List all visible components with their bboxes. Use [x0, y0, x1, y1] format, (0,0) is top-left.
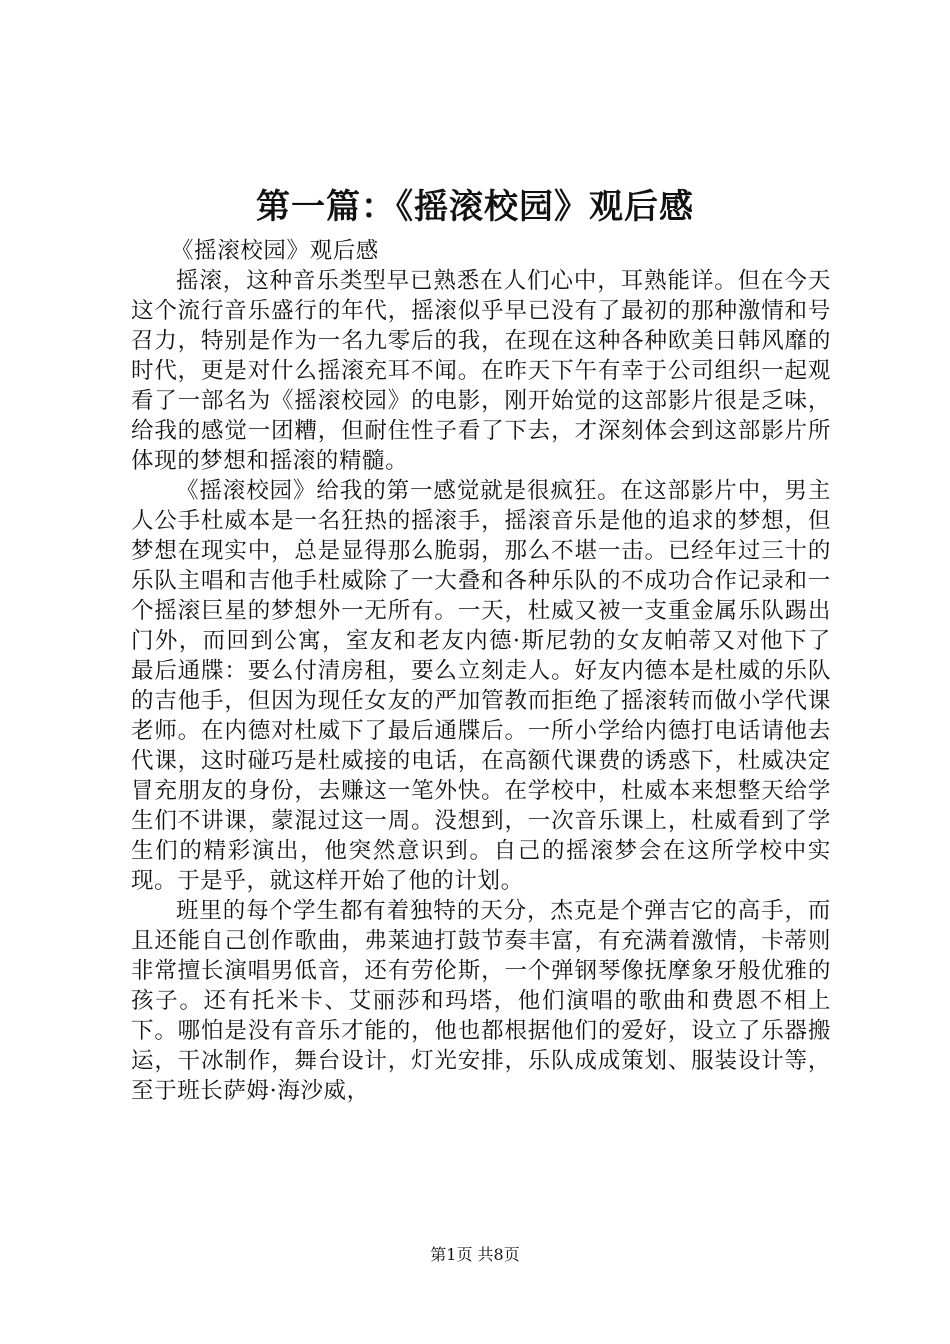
document-subtitle: 《摇滚校园》观后感	[171, 238, 379, 264]
paragraph-2: 《摇滚校园》给我的第一感觉就是很疯狂。在这部影片中，男主人公手杜威本是一名狂热的摇滚手，摇滚音乐是他的追求的梦想，但梦想在现实中，总是显得那么脆弱，那么不堪一击。已经年过三十的乐队主唱和吉他手杜威除了一大叠和各种乐队的不成功合作记录和一个摇滚巨星的梦想外一无所有。一天，杜威又被一支重金属乐队踢出门外，而回到公寓，室友和老友内德·斯尼勃的女友帕蒂又对他下了最后通牒：要么付清房租，要么立刻走人。好友内德本是杜威的乐队的吉他手，但因为现任女友的严加管教而拒绝了摇滚转而做小学代课老师。在内德对杜威下了最后通牒后。一所小学给内德打电话请他去代课，这时碰巧是杜威接的电话，在高额代课费的诱惑下，杜威决定冒充朋友的身份，去赚这一笔外快。在学校中，杜威本来想整天给学生们不讲课，蒙混过这一周。没想到，一次音乐课上，杜威看到了学生们的精彩演出，他突然意识到。自己的摇滚梦会在这所学校中实现。于是乎，就这样开始了他的计划。	[131, 478, 831, 894]
paragraph-1: 摇滚，这种音乐类型早已熟悉在人们心中，耳熟能详。但在今天这个流行音乐盛行的年代，摇滚似乎早已没有了最初的那种激情和号召力，特别是作为一名九零后的我，在现在这种各种欧美日韩风靡的时代，更是对什么摇滚充耳不闻。在昨天下午有幸于公司组织一起观看了一部名为《摇滚校园》的电影，刚开始觉的这部影片很是乏味，给我的感觉一团糟，但耐住性子看了下去，才深刻体会到这部影片所体现的梦想和摇滚的精髓。	[131, 268, 831, 474]
paragraph-3: 班里的每个学生都有着独特的天分，杰克是个弹吉它的高手，而且还能自己创作歌曲，弗莱迪打鼓节奏丰富，有充满着激情，卡蒂则非常擅长演唱男低音，还有劳伦斯，一个弹钢琴像抚摩象牙般优雅的孩子。还有托米卡、艾丽莎和玛塔，他们演唱的歌曲和费恩不相上下。哪怕是没有音乐才能的，他也都根据他们的爱好，设立了乐器搬运，干冰制作，舞台设计，灯光安排，乐队成成策划、服装设计等，至于班长萨姆·海沙威，	[131, 898, 831, 1104]
document-title: 第一篇：《摇滚校园》观后感	[256, 187, 694, 227]
page-number-footer: 第1页 共8页	[430, 1245, 520, 1264]
document-body	[131, 236, 831, 1106]
